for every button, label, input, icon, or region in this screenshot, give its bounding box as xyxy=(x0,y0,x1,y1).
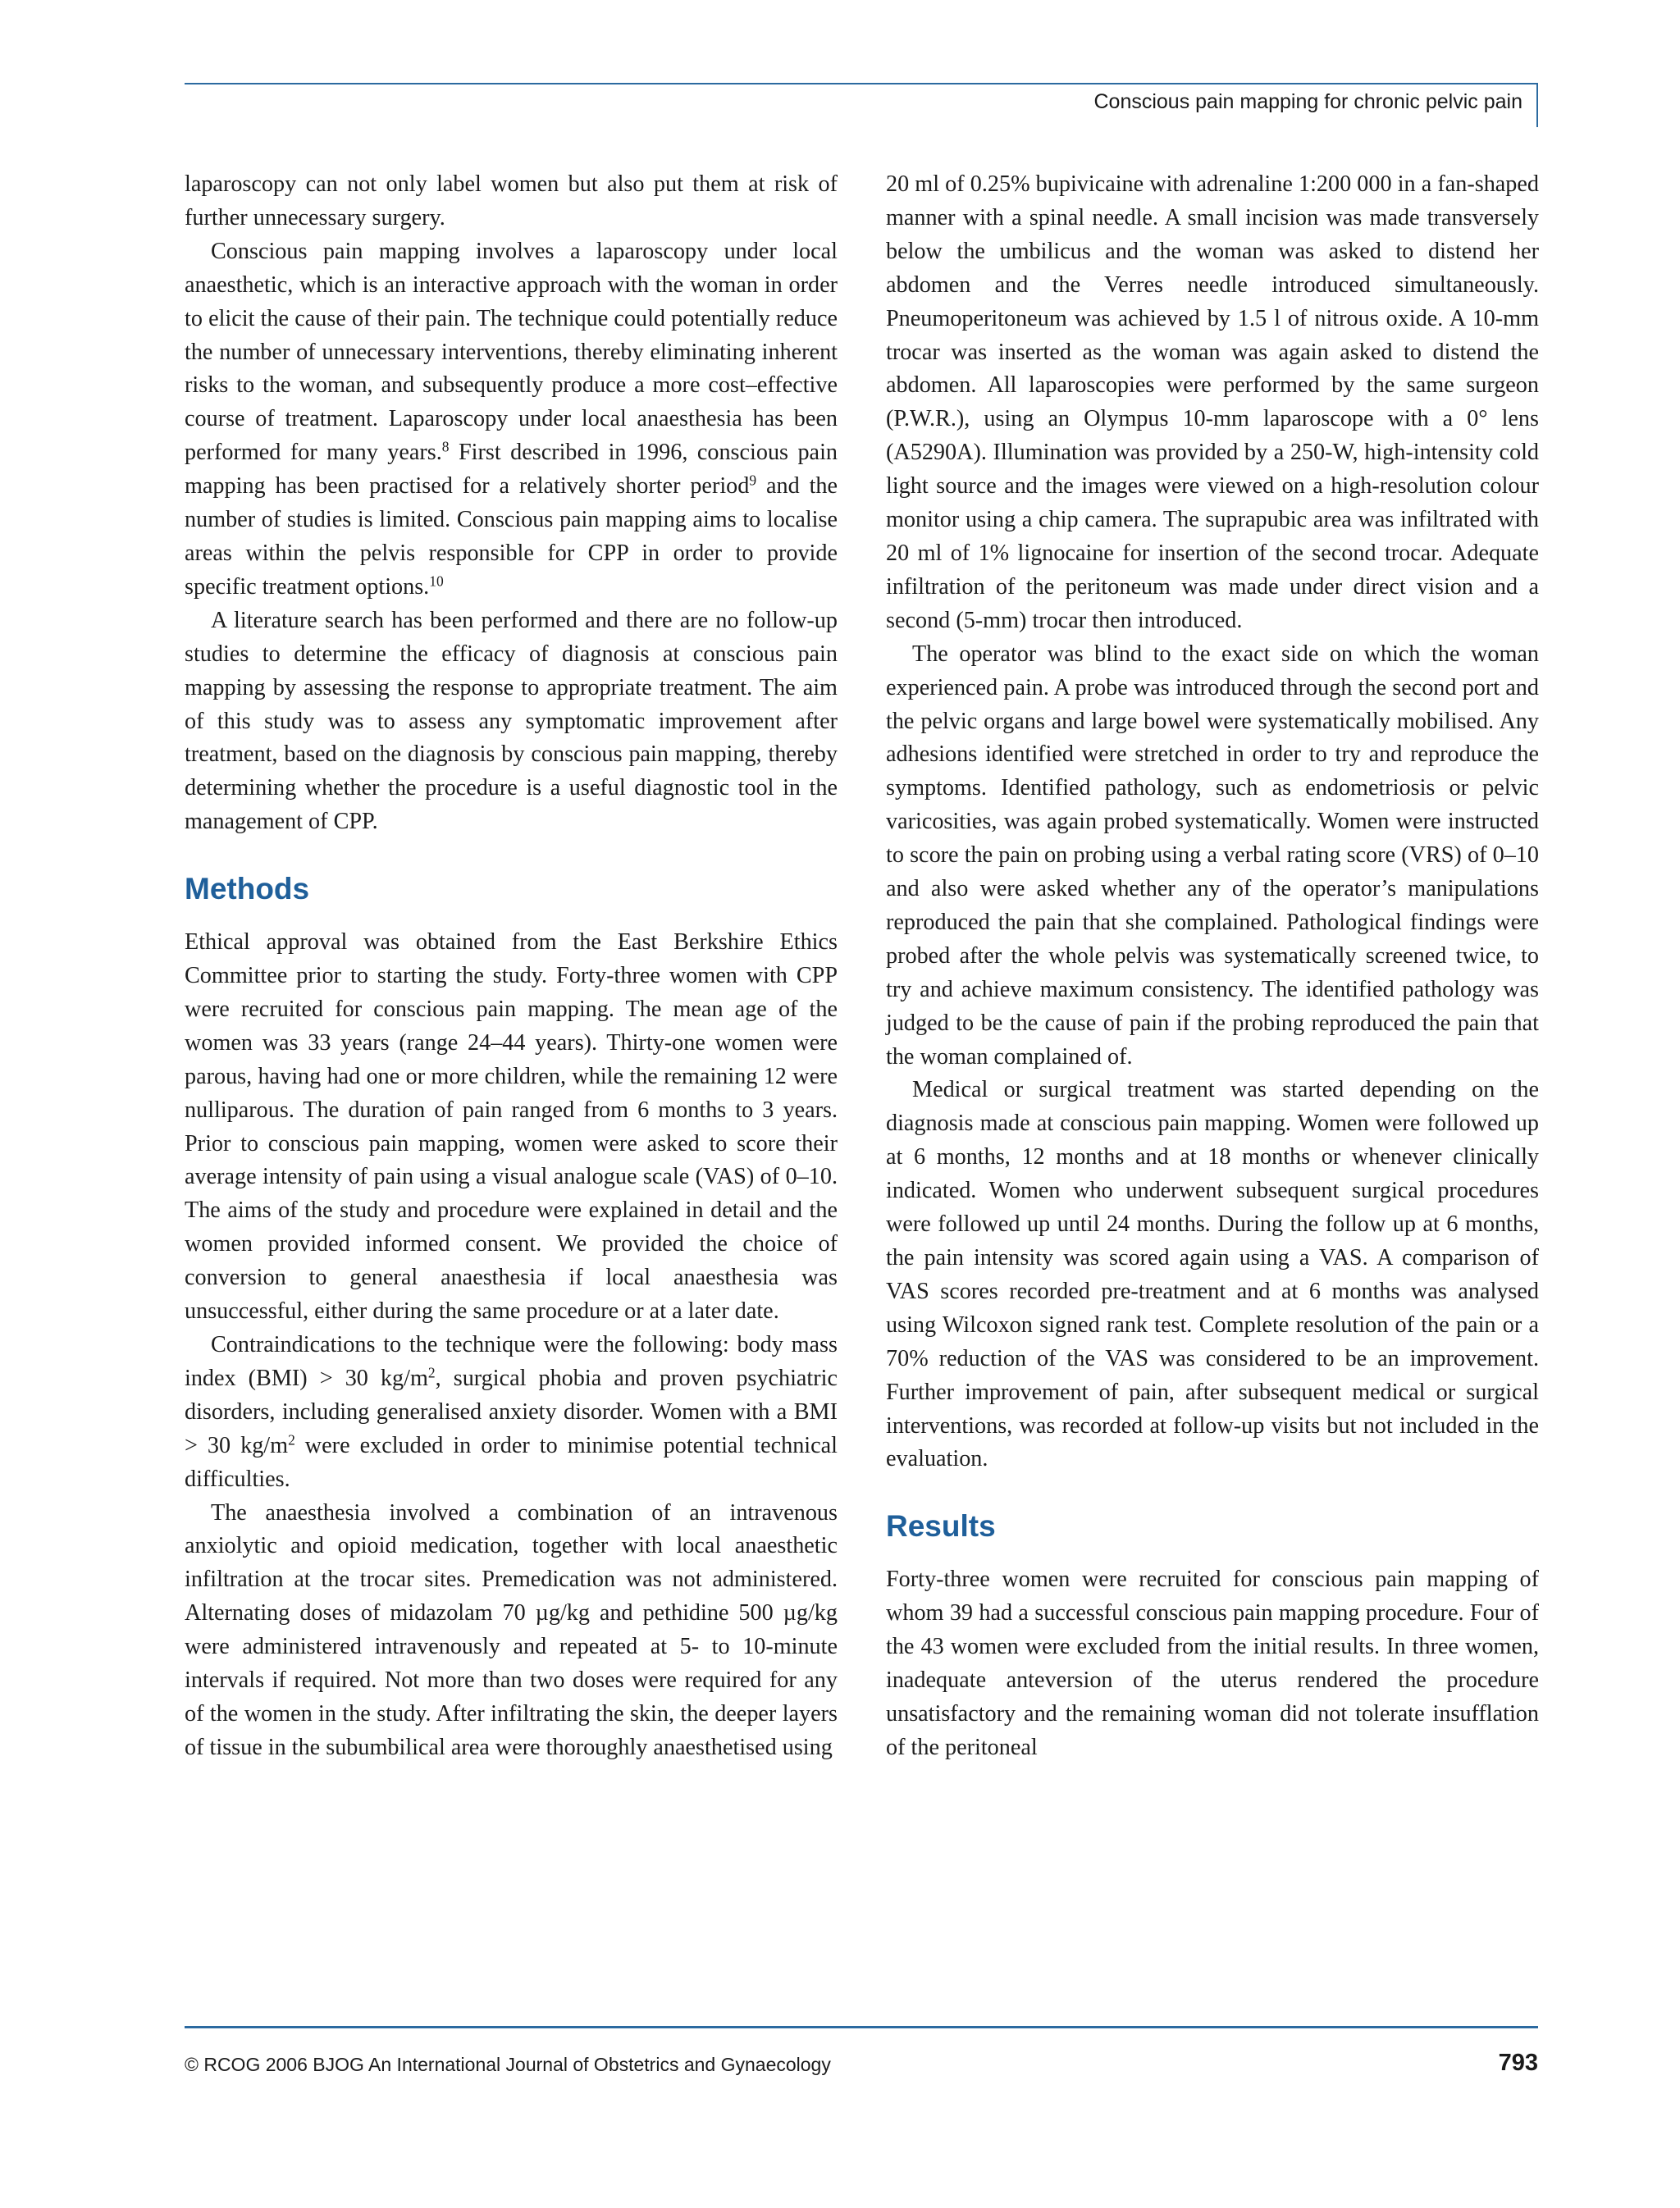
paragraph-text: Contraindications to the technique were the following: body mass index (BMI) > 30 kg/m xyxy=(185,1332,838,1391)
header-rule xyxy=(185,83,1538,84)
paragraph xyxy=(185,1329,838,1497)
footer-copyright: © RCOG 2006 BJOG An International Journal of Obstetrics and Gynaecology xyxy=(185,2054,831,2075)
paragraph-text: Conscious pain mapping involves a laparoscopy under local anaesthetic, which is an interactive approach with the woman in order to elicit the cause of their pain. The technique could potentially reduce the number of unnecessary interventions, thereby eliminating inherent risks to the woman, and subsequently produce a more cost–effective course of treatment. Laparoscopy under local anaesthesia has been performed for many years. xyxy=(185,238,838,466)
citation-ref: 8 xyxy=(441,438,450,455)
paragraph: The anaesthesia involved a combination of an intravenous anxiolytic and opioid medication, together with local anaesthetic infiltration at the trocar sites. Premedication was not administered. Alternating doses of midazolam 70 µg/kg and pethidine 500 µg/kg were administered intravenously and repeated at 5- to 10-minute intervals if required. Not more than two doses were required for any of the women in the study. After infiltrating the skin, the deeper layers of tissue in the subumbilical area were thoroughly anaesthetised using xyxy=(185,1499,838,1760)
page-number: 793 xyxy=(1498,2050,1538,2076)
section-heading-results: Results xyxy=(886,1509,996,1544)
paragraph-text: were excluded in order to minimise potential technical difficulties. xyxy=(185,1432,838,1492)
section-heading-methods: Methods xyxy=(185,872,310,906)
paragraph: A literature search has been performed and there are no follow-up studies to determine the efficacy of diagnosis at conscious pain mapping by assessing the response to appropriate treatment. The aim of this study was to assess any symptomatic improvement after treatment, based on the diagnosis by conscious pain mapping, thereby determining whether the procedure is a useful diagnostic tool in the management of CPP. xyxy=(185,607,838,835)
citation-ref: 9 xyxy=(749,472,757,489)
right-column xyxy=(886,168,1539,1765)
paragraph: Forty-three women were recruited for conscious pain mapping of whom 39 had a successful conscious pain mapping procedure. Four of the 43 women were excluded from the initial results. In three women, inadequate anteversion of the uterus rendered the procedure unsatisfactory and the remaining woman did not tolerate insufflation of the peritoneal xyxy=(886,1567,1539,1760)
header-rule-tick xyxy=(1536,83,1538,127)
paragraph: 20 ml of 0.25% bupivicaine with adrenaline 1:200 000 in a fan-shaped manner with a spinal needle. A small incision was made transversely below the umbilicus and the woman was asked to distend her abdomen and the Verres needle introduced simultaneously. Pneumoperitoneum was achieved by 1.5 l of nitrous oxide. A 10-mm trocar was inserted as the woman was again asked to distend the abdomen. All laparoscopies were performed by the same surgeon (P.W.R.), using an Olympus 10-mm laparoscope with a 0° lens (A5290A). Illumination was provided by a 250-W, high-intensity cold light source and the images were viewed on a high-resolution colour monitor using a chip camera. The suprapubic area was infiltrated with 20 ml of 1% lignocaine for insertion of the second trocar. Adequate infiltration of the peritoneum was made under direct vision and a second (5-mm) trocar then introduced. xyxy=(886,171,1539,633)
citation-ref: 10 xyxy=(429,573,444,590)
paragraph-text: , surgical phobia and proven psychiatric disorders, including generalised anxiety disorder. Women with a BMI > 30 kg/m xyxy=(185,1365,838,1458)
footer-rule xyxy=(185,2026,1538,2028)
paragraph-text: First described in 1996, conscious pain mapping has been practised for a relatively shorter period xyxy=(185,440,838,500)
paragraph: Medical or surgical treatment was started depending on the diagnosis made at conscious pain mapping. Women were followed up at 6 months, 12 months and at 18 months or whenever clinically indicated. Women who underwent subsequent surgical procedures were followed up until 24 months. During the follow up at 6 months, the pain intensity was scored again using a VAS. A comparison of VAS scores recorded pre-treatment and at 6 months was analysed using Wilcoxon signed rank test. Complete resolution of the pain or a 70% reduction of the VAS was considered to be an improvement. Further improvement of pain, after subsequent medical or surgical interventions, was recorded at follow-up visits but not included in the evaluation. xyxy=(886,1077,1539,1472)
paragraph: laparoscopy can not only label women but also put them at risk of further unnecessary surgery. xyxy=(185,171,838,230)
paragraph: Ethical approval was obtained from the East Berkshire Ethics Committee prior to starting the study. Forty-three women with CPP were recruited for conscious pain mapping. The mean age of the women was 33 years (range 24–44 years). Thirty-one women were parous, having had one or more children, while the remaining 12 were nulliparous. The duration of pain ranged from 6 months to 3 years. Prior to conscious pain mapping, women were asked to score their average intensity of pain using a visual analogue scale (VAS) of 0–10. The aims of the study and procedure were explained in detail and the women provided informed consent. We provided the choice of conversion to general anaesthesia if local anaesthesia was unsuccessful, either during the same procedure or at a later date. xyxy=(185,929,838,1325)
paragraph xyxy=(185,235,838,604)
running-title: Conscious pain mapping for chronic pelvic pain xyxy=(1093,90,1522,113)
left-column xyxy=(185,168,838,1765)
superscript: 2 xyxy=(427,1364,436,1381)
paragraph: The operator was blind to the exact side on which the woman experienced pain. A probe was introduced through the second port and the pelvic organs and large bowel were systematically mobilised. Any adhesions identified were stretched in order to try and reproduce the symptoms. Identified pathology, such as endometriosis or pelvic varicosities, was again probed systematically. Women were instructed to score the pain on probing using a verbal rating score (VRS) of 0–10 and also were asked whether any of the operator’s manipulations reproduced the pain that she complained. Pathological findings were probed after the whole pelvis was systematically screened twice, to try and achieve maximum consistency. The identified pathology was judged to be the cause of pain if the probing reproduced the pain that the woman complained of. xyxy=(886,641,1539,1070)
superscript: 2 xyxy=(288,1431,295,1448)
paragraph-text: and the number of studies is limited. Conscious pain mapping aims to localise areas within the pelvis responsible for CPP in order to provide specific treatment options. xyxy=(185,473,838,600)
